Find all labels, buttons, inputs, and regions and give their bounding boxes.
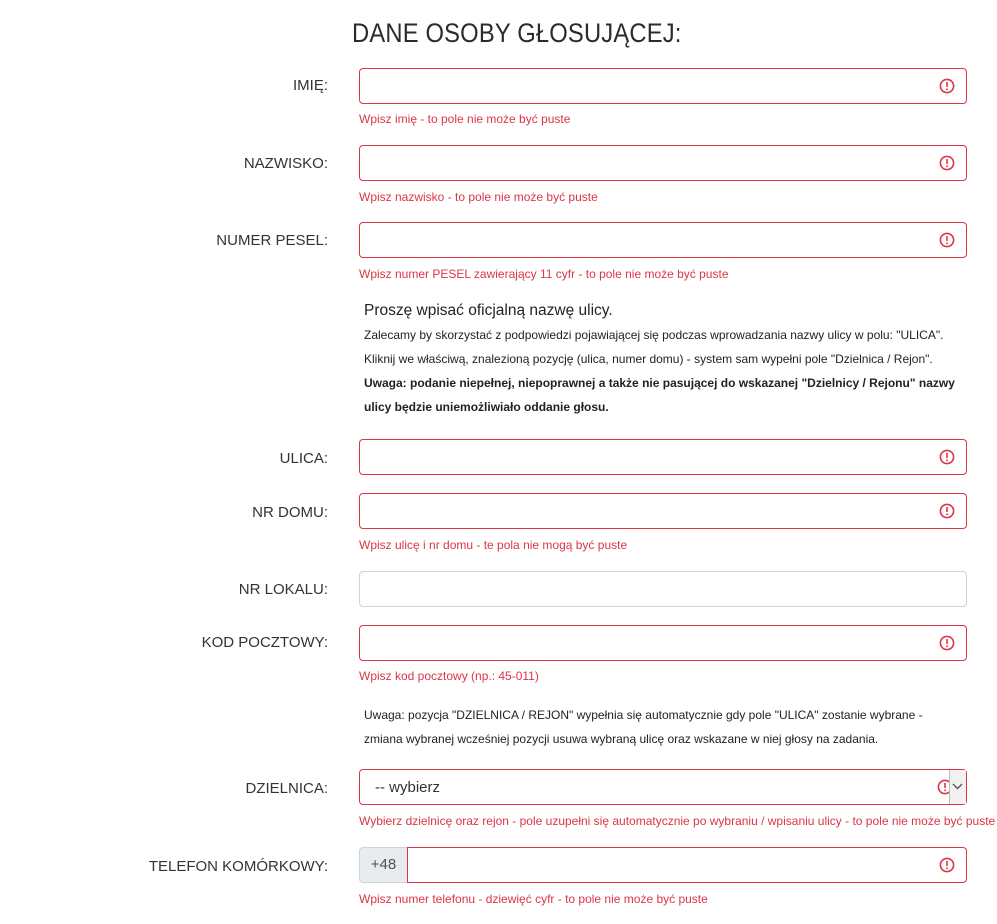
phone-error: Wpisz numer telefonu - dziewięć cyfr - to pole nie może być puste	[359, 892, 708, 906]
postal-code-label: KOD POCZTOWY:	[201, 634, 328, 651]
phone-input[interactable]	[407, 847, 967, 883]
house-number-error: Wpisz ulicę i nr domu - te pola nie mogą być puste	[359, 538, 628, 552]
house-number-input[interactable]	[359, 493, 967, 529]
chevron-down-icon	[952, 782, 963, 790]
exclamation-circle-icon	[939, 635, 955, 651]
pesel-label: NUMER PESEL:	[216, 232, 328, 249]
pesel-input[interactable]	[359, 222, 967, 258]
exclamation-circle-icon	[939, 857, 955, 873]
house-number-label: NR DOMU:	[252, 504, 328, 521]
street-input[interactable]	[359, 439, 967, 475]
last-name-input[interactable]	[359, 145, 967, 181]
street-info-heading: Proszę wpisać oficjalną nazwę ulicy.	[364, 302, 613, 319]
exclamation-circle-icon	[939, 503, 955, 519]
apartment-number-input[interactable]	[359, 571, 967, 607]
exclamation-circle-icon	[939, 449, 955, 465]
exclamation-circle-icon	[939, 78, 955, 94]
district-select-value: -- wybierz	[375, 779, 441, 796]
pesel-error: Wpisz numer PESEL zawierający 11 cyfr - to pole nie może być puste	[359, 267, 729, 281]
first-name-input[interactable]	[359, 68, 967, 104]
exclamation-circle-icon	[939, 155, 955, 171]
phone-prefix: +48	[359, 847, 407, 883]
street-label: ULICA:	[279, 450, 328, 467]
last-name-label: NAZWISKO:	[243, 155, 328, 172]
dropdown-button[interactable]	[949, 770, 966, 804]
district-label: DZIELNICA:	[245, 780, 328, 797]
street-info-text: Zalecamy by skorzystać z podpowiedzi pojawiającej się podczas wprowadzania nazwy ulicy w polu: "ULICA". Kliknij we właściwą, znalezioną pozycję (ulica, numer domu) - system sam wypełni pole "Dzielnica / Rejon".	[364, 328, 944, 366]
page-title: DANE OSOBY GŁOSUJĄCEJ:	[352, 18, 682, 48]
postal-code-error: Wpisz kod pocztowy (np.: 45-011)	[359, 669, 539, 683]
last-name-error: Wpisz nazwisko - to pole nie może być puste	[359, 190, 598, 204]
street-info-warning: Uwaga: podanie niepełnej, niepoprawnej a także nie pasującej do wskazanej "Dzielnicy / Rejonu" nazwy ulicy będzie uniemożliwiało oddanie głosu.	[364, 376, 955, 414]
first-name-error: Wpisz imię - to pole nie może być puste	[359, 112, 571, 126]
exclamation-circle-icon	[939, 232, 955, 248]
district-error: Wybierz dzielnicę oraz rejon - pole uzupełni się automatycznie po wybraniu / wpisaniu ulicy - to pole nie może być puste	[359, 814, 996, 828]
district-select[interactable]	[359, 769, 967, 805]
postal-code-input[interactable]	[359, 625, 967, 661]
street-info	[364, 300, 964, 419]
district-info-text: Uwaga: pozycja "DZIELNICA / REJON" wypełnia się automatycznie gdy pole "ULICA" zostanie wybrane - zmiana wybranej wcześniej pozycji usuwa wybraną ulicę oraz wskazane w niej głosy na zadania.	[364, 708, 923, 746]
district-info	[364, 703, 964, 751]
phone-label: TELEFON KOMÓRKOWY:	[148, 858, 328, 875]
first-name-label: IMIĘ:	[292, 77, 328, 94]
apartment-number-label: NR LOKALU:	[238, 581, 328, 598]
